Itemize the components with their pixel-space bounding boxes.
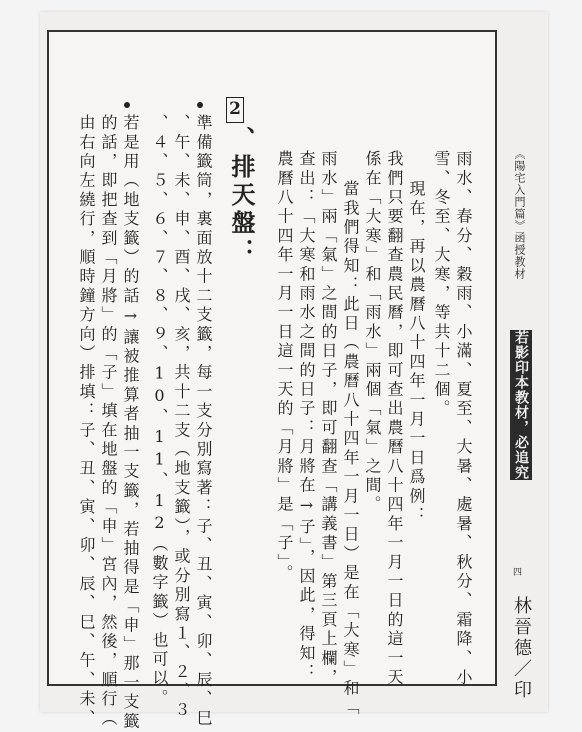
page-number: 四	[513, 568, 523, 578]
text-line-4: 我們只要翻查農民曆，即可查出農曆八十四年一月一日的這一天	[385, 150, 404, 688]
bullet-icon	[124, 102, 130, 108]
text-line-2: 雪、冬至、大寒，等共十二個。	[432, 150, 451, 419]
text-line-12: 、４、５、６、７、８、９、10、11、12（數字籤）也可以。	[150, 114, 169, 708]
header-side-label: 《陽宅入門篇》函授教材	[513, 148, 526, 280]
text-line-15: 由右向左繞行，順時鐘方向）排填：子、丑、寅、卯、辰、巳、午、未、	[77, 114, 96, 729]
bullet-icon	[197, 102, 203, 108]
text-line-5: 係在「大寒」和「雨水」兩個「氣」之間。	[363, 150, 382, 515]
text-line-10: 準備籤筒，裏面放十二支籤，每一支分別寫著：子、丑、寅、卯、辰、巳	[194, 114, 213, 729]
text-line-14: 的話，即把查到「月將」的「子」填在地盤的「申」宮內，然後，順行（	[99, 114, 118, 729]
section-title: 、排天盤：	[227, 126, 256, 266]
section-number: 2	[226, 97, 244, 123]
text-line-1: 雨水、春分、穀雨、小滿、夏至、大暑、處暑、秋分、霜降、小	[454, 150, 473, 688]
text-line-3: 現在，再以農曆八十四年一月一日爲例：	[407, 180, 426, 526]
text-line-13: 若是用（地支籤）的話→讓被推算者抽一支籤，若抽得是「申」那一支籤	[121, 114, 140, 732]
text-line-7: 雨水」兩「氣」之間的日子，即可翻查「講義書」第三頁上欄，	[319, 150, 338, 688]
author-signature: 林晉德／印	[511, 596, 532, 701]
text-line-6: 當我們得知：此日（農曆八十四年一月一日）是在「大寒」和「	[341, 180, 360, 718]
text-line-8: 查出：「大寒和雨水之間的日子：月將在→子」，因此，得知：	[297, 150, 316, 683]
text-line-11: 、午、未、申、酉、戌、亥，共十二支（地支籤），或分別寫１、２、３	[172, 114, 191, 721]
text-line-9: 農曆八十四年一月一日這一天的「月將」是「子」。	[275, 150, 294, 584]
copyright-banner: 若影印本教材，必追究	[510, 330, 532, 480]
